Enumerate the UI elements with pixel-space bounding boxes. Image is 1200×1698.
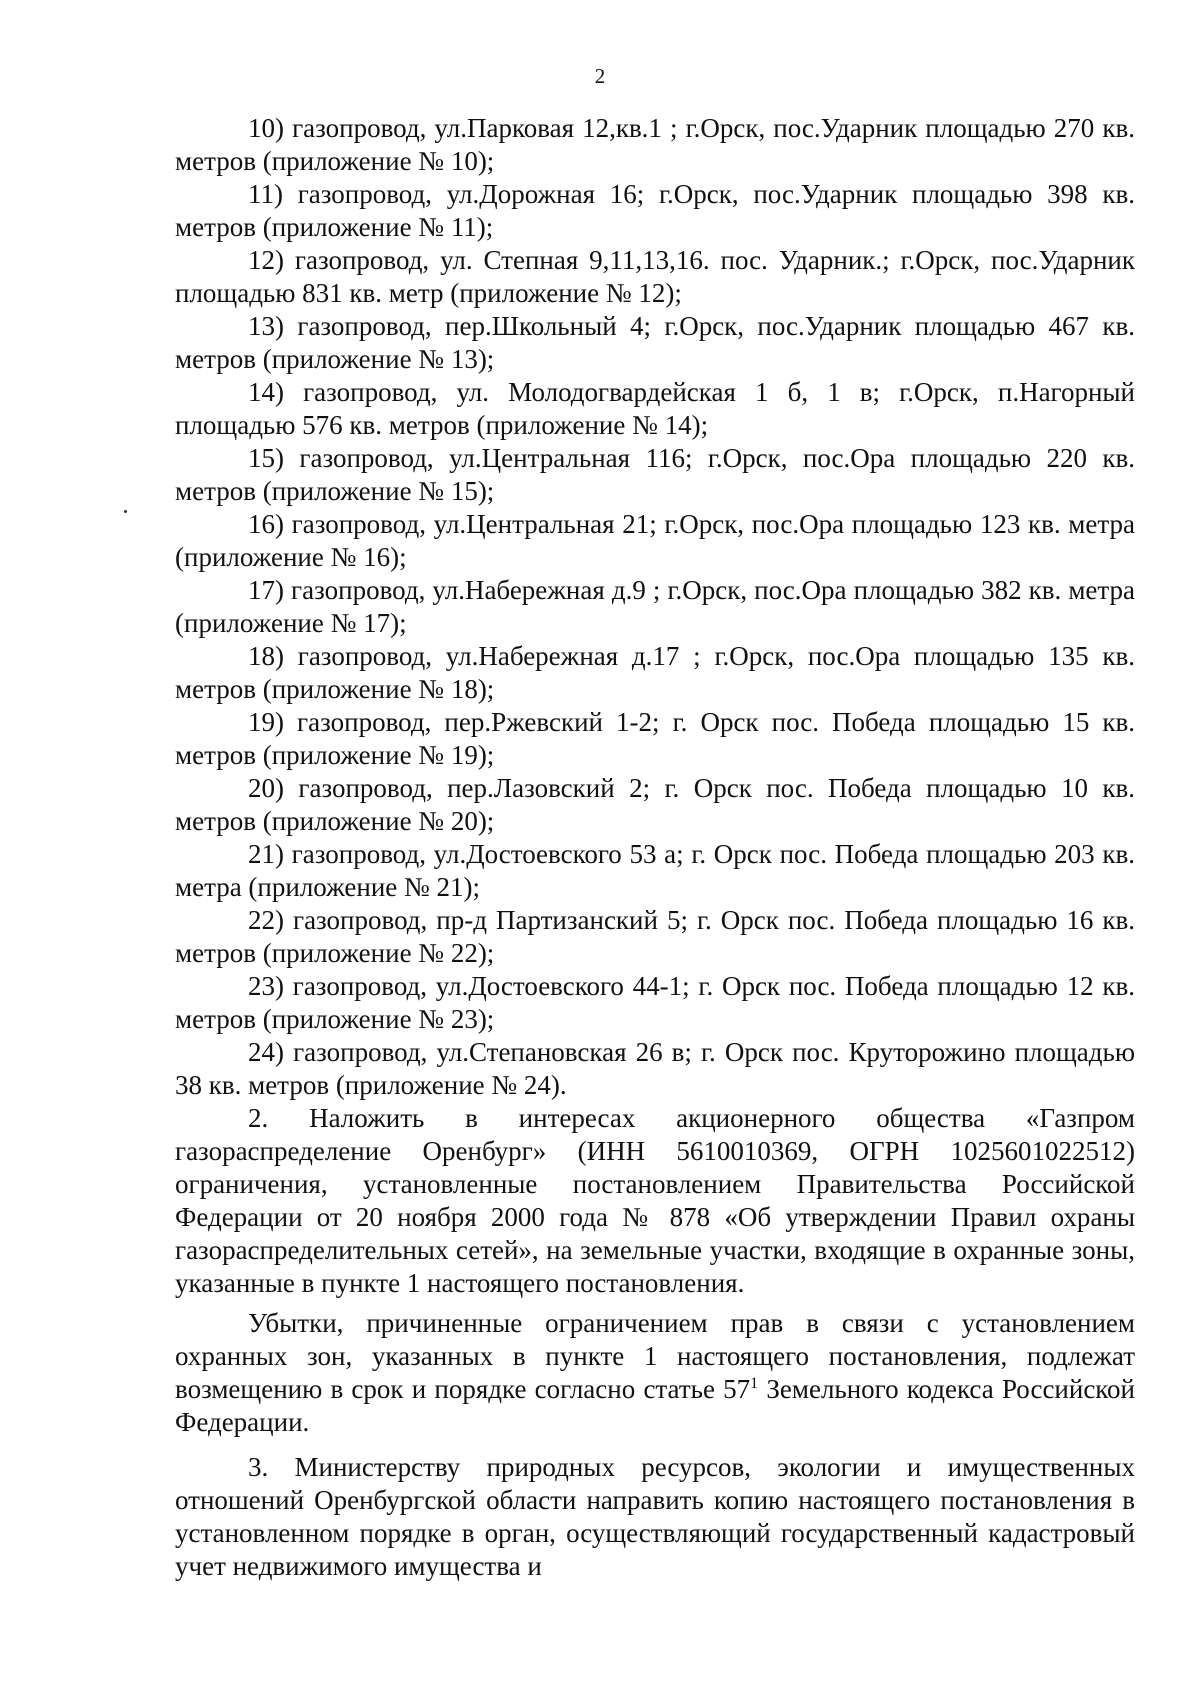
clause-2-paragraph: 2. Наложить в интересах акционерного общества «Газпром газораспределение Оренбург» (ИНН 5610010369, ОГРН 1025601022512) ограничения, установленные постановлением Правительства Российской Федерации от 20 ноября 2000 года № 878 «Об утверждении Правил охраны газораспределительных сетей», на земельные участки, входящие в охранные зоны, указанные в пункте 1 настоящего постановления. <box>175 1103 1135 1298</box>
list-item: 11) газопровод, ул.Дорожная 16; г.Орск, пос.Ударник площадью 398 кв. метров (приложение № 11); <box>175 179 1135 242</box>
list-item: 18) газопровод, ул.Набережная д.17 ; г.Орск, пос.Ора площадью 135 кв. метров (приложение № 18); <box>175 641 1135 704</box>
page-number: 2 <box>594 64 606 88</box>
losses-paragraph <box>175 1307 1135 1439</box>
list-item: 19) газопровод, пер.Ржевский 1-2; г. Орск пос. Победа площадью 15 кв. метров (приложение № 19); <box>175 707 1135 770</box>
list-item: 23) газопровод, ул.Достоевского 44-1; г. Орск пос. Победа площадью 12 кв. метров (приложение № 23); <box>175 971 1135 1034</box>
list-item: 17) газопровод, ул.Набережная д.9 ; г.Орск, пос.Ора площадью 382 кв. метра (приложение № 17); <box>175 575 1135 638</box>
list-item: 16) газопровод, ул.Центральная 21; г.Орск, пос.Ора площадью 123 кв. метра (приложение № 16); <box>175 509 1135 572</box>
scan-speck <box>124 510 127 513</box>
document-body <box>175 112 1135 1583</box>
list-item: 13) газопровод, пер.Школьный 4; г.Орск, пос.Ударник площадью 467 кв. метров (приложение № 13); <box>175 311 1135 374</box>
losses-text: Убытки, причиненные ограничением прав в связи с установлением охранных зон, указанных в пункте 1 настоящего постановления, подлежат возмещению в срок и порядке согласно статье 57 <box>175 1308 1135 1404</box>
list-item: 10) газопровод, ул.Парковая 12,кв.1 ; г.Орск, пос.Ударник площадью 270 кв. метров (приложение № 10); <box>175 113 1135 176</box>
list-item: 24) газопровод, ул.Степановская 26 в; г. Орск пос. Круторожино площадью 38 кв. метров (приложение № 24). <box>175 1037 1135 1100</box>
list-item: 22) газопровод, пр-д Партизанский 5; г. Орск пос. Победа площадью 16 кв. метров (приложение № 22); <box>175 905 1135 968</box>
article-superscript: 1 <box>750 1375 759 1392</box>
list-item: 15) газопровод, ул.Центральная 116; г.Орск, пос.Ора площадью 220 кв. метров (приложение № 15); <box>175 443 1135 506</box>
losses-text-end: Земельного кодекса Российской Федерации. <box>175 1374 1136 1437</box>
clause-3-paragraph: 3. Министерству природных ресурсов, экологии и имущественных отношений Оренбургской области направить копию настоящего постановления в установленном порядке в орган, осуществляющий государственный кадастровый учет недвижимого имущества и <box>175 1452 1135 1581</box>
list-item: 21) газопровод, ул.Достоевского 53 а; г. Орск пос. Победа площадью 203 кв. метра (приложение № 21); <box>175 839 1135 902</box>
list-item: 14) газопровод, ул. Молодогвардейская 1 б, 1 в; г.Орск, п.Нагорный площадью 576 кв. метров (приложение № 14); <box>175 377 1135 440</box>
list-item: 12) газопровод, ул. Степная 9,11,13,16. пос. Ударник.; г.Орск, пос.Ударник площадью 831 кв. метр (приложение № 12); <box>175 245 1135 308</box>
list-item: 20) газопровод, пер.Лазовский 2; г. Орск пос. Победа площадью 10 кв. метров (приложение № 20); <box>175 773 1135 836</box>
